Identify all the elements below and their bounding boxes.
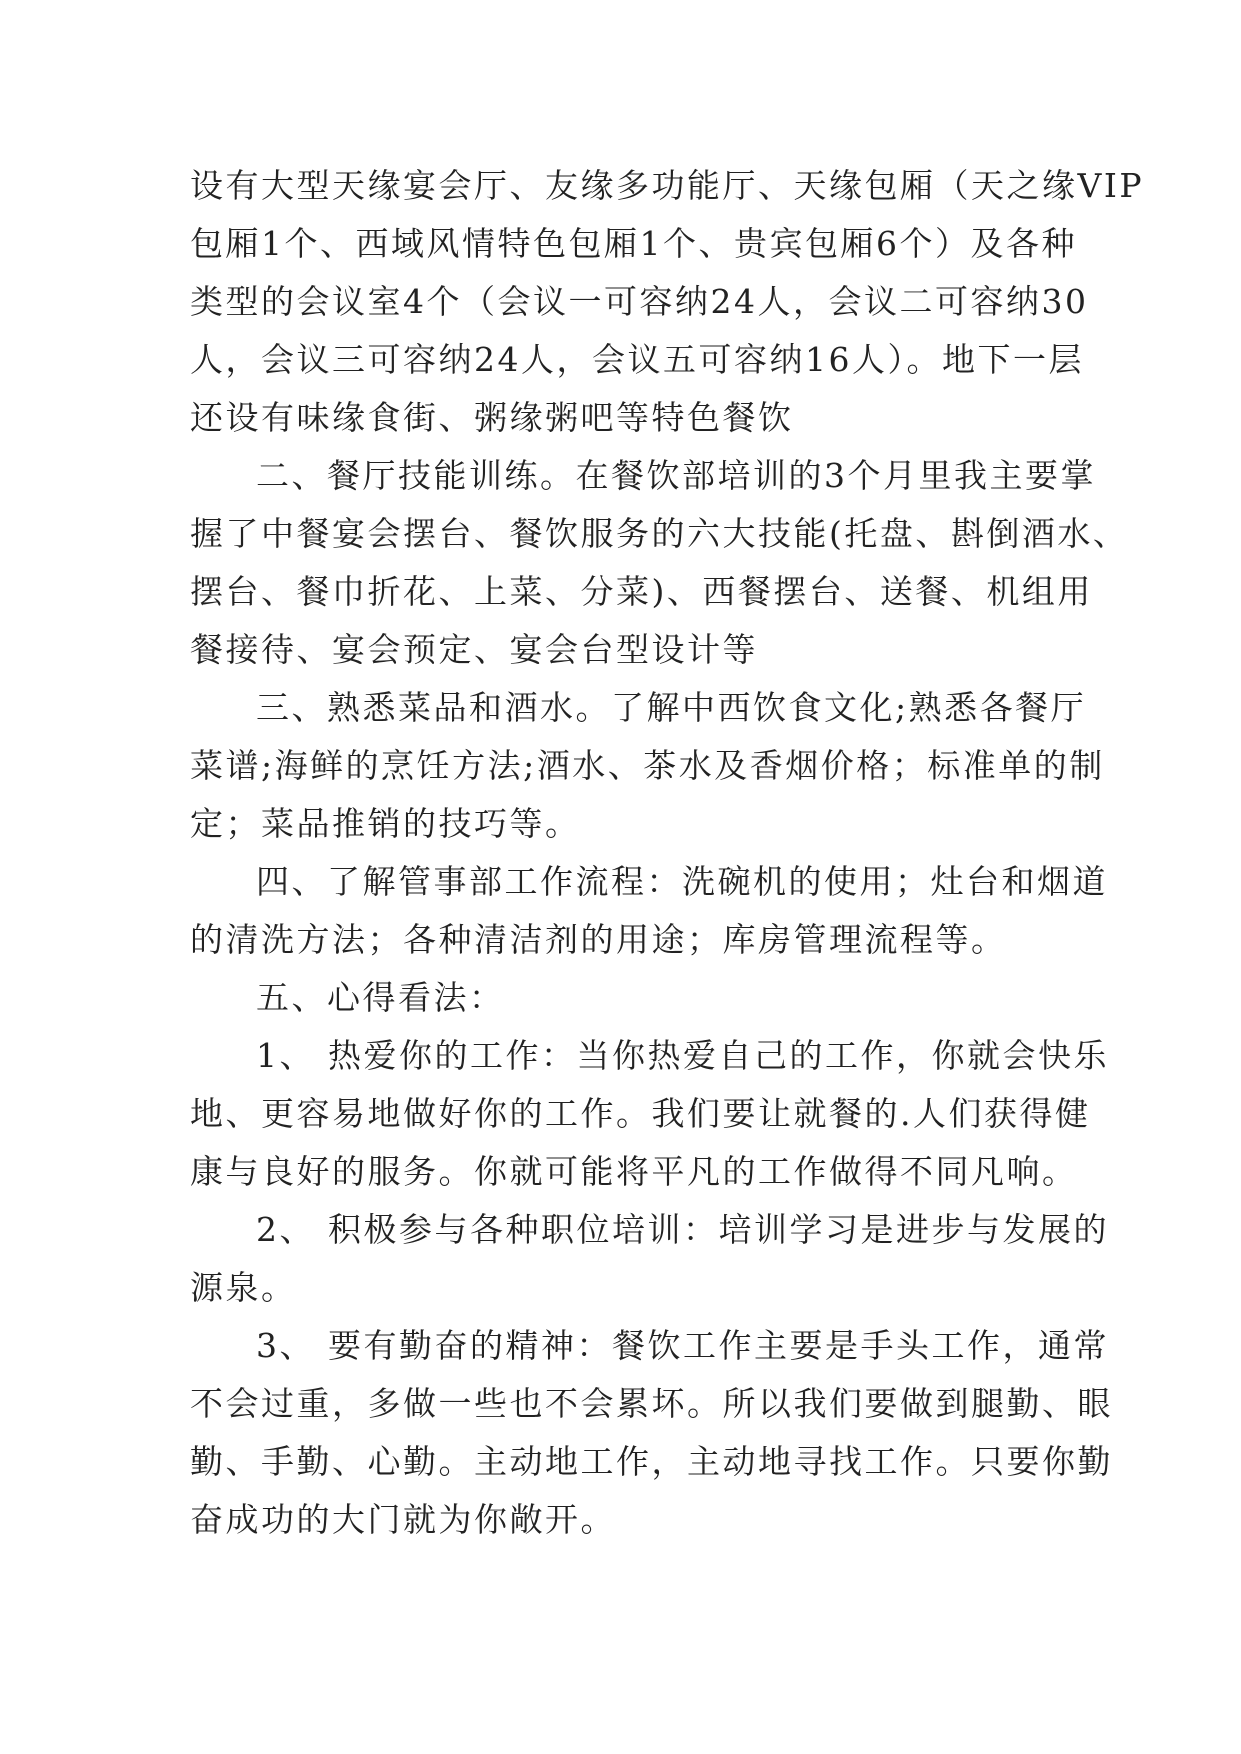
text-line: 包厢1个、西域风情特色包厢1个、贵宾包厢6个）及各种 (190, 224, 1077, 263)
text-line: 还设有味缘食街、粥缘粥吧等特色餐饮 (190, 398, 794, 437)
section-heading-line: 四、了解管事部工作流程：洗碗机的使用；灶台和烟道 (256, 862, 1108, 901)
section-heading-line: 三、熟悉菜品和酒水。了解中西饮食文化;熟悉各餐厅 (256, 688, 1087, 727)
section-heading-line: 五、心得看法： (256, 978, 505, 1017)
text-line: 菜谱;海鲜的烹饪方法;酒水、茶水及香烟价格；标准单的制 (190, 746, 1105, 785)
text-line: 奋成功的大门就为你敞开。 (190, 1500, 616, 1539)
list-item-line: 1、 热爱你的工作：当你热爱自己的工作，你就会快乐 (256, 1036, 1109, 1075)
list-item-line: 3、 要有勤奋的精神：餐饮工作主要是手头工作，通常 (256, 1326, 1109, 1365)
text-line: 设有大型天缘宴会厅、友缘多功能厅、天缘包厢（天之缘VIP (190, 166, 1145, 205)
text-line: 地、更容易地做好你的工作。我们要让就餐的.人们获得健 (190, 1094, 1091, 1133)
document-body (190, 157, 1145, 1549)
text-line: 人，会议三可容纳24人，会议五可容纳16人）。地下一层 (190, 340, 1084, 379)
text-line: 康与良好的服务。你就可能将平凡的工作做得不同凡响。 (190, 1152, 1078, 1191)
text-line: 的清洗方法；各种清洁剂的用途；库房管理流程等。 (190, 920, 1007, 959)
text-line: 握了中餐宴会摆台、餐饮服务的六大技能(托盘、斟倒酒水、 (190, 514, 1129, 553)
text-line: 类型的会议室4个（会议一可容纳24人，会议二可容纳30 (190, 282, 1089, 321)
text-line: 勤、手勤、心勤。主动地工作，主动地寻找工作。只要你勤 (190, 1442, 1113, 1481)
text-line: 定；菜品推销的技巧等。 (190, 804, 581, 843)
text-line: 摆台、餐巾折花、上菜、分菜)、西餐摆台、送餐、机组用 (190, 572, 1093, 611)
list-item-line: 2、 积极参与各种职位培训：培训学习是进步与发展的 (256, 1210, 1109, 1249)
section-heading-line: 二、餐厅技能训练。在餐饮部培训的3个月里我主要掌 (256, 456, 1096, 495)
text-line: 餐接待、宴会预定、宴会台型设计等 (190, 630, 758, 669)
text-line: 源泉。 (190, 1268, 297, 1307)
text-line: 不会过重，多做一些也不会累坏。所以我们要做到腿勤、眼 (190, 1384, 1113, 1423)
